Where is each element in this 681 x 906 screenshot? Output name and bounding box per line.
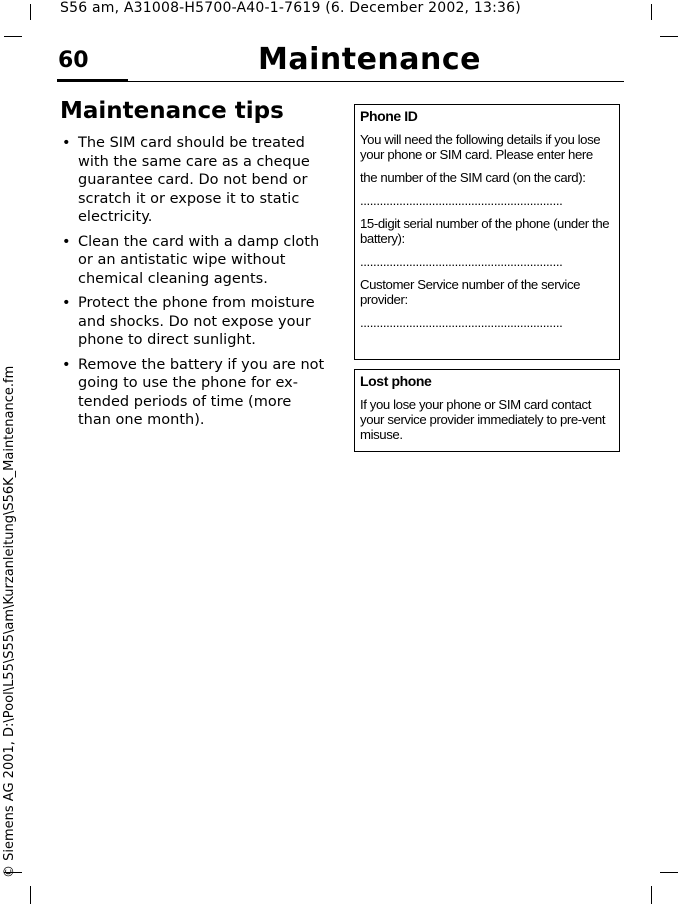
- crop-mark: [651, 886, 652, 904]
- service-number-blank: ..............................................................: [360, 315, 563, 330]
- sim-number-label: the number of the SIM card (on the card):: [360, 170, 586, 185]
- list-item: [60, 294, 328, 350]
- tip-text: The SIM card should be treated with the same care as a cheque guarantee card. Do not bend or scratch it or expose it to static electricity.: [78, 135, 310, 225]
- tip-text: Protect the phone from moisture and shocks. Do not expose your phone to direct sunlight.: [78, 295, 315, 348]
- page-number: 60: [58, 48, 89, 73]
- bullet: •: [62, 356, 71, 373]
- lost-phone-text: If you lose your phone or SIM card contact your service provider immediately to pre-vent misuse.: [360, 397, 606, 442]
- header-rule-accent: [57, 79, 128, 82]
- document-header: S56 am, A31008-H5700-A40-1-7619 (6. December 2002, 13:36): [60, 0, 521, 16]
- list-item: [60, 233, 328, 289]
- list-item: [60, 356, 328, 430]
- list-item: [60, 134, 328, 227]
- phone-id-box: [354, 104, 620, 360]
- crop-mark: [4, 36, 22, 37]
- tip-text: Clean the card with a damp cloth or an antistatic wipe without chemical cleaning agents.: [78, 233, 320, 287]
- page-title: Maintenance: [258, 42, 482, 77]
- copyright-path: © Siemens AG 2001, D:\Pool\L55\S55\am\Kurzanleitung\S56K_Maintenance.fm: [2, 365, 17, 878]
- crop-mark: [651, 4, 652, 20]
- bullet: •: [62, 295, 71, 311]
- serial-number-blank: ..............................................................: [360, 254, 563, 269]
- tip-text: Remove the battery if you are not going to use the phone for ex-tended periods of time (more than one month).: [78, 356, 325, 428]
- service-number-label: Customer Service number of the service provider:: [360, 277, 581, 307]
- sim-number-blank: ..............................................................: [360, 193, 563, 208]
- bullet: •: [62, 135, 71, 151]
- section-heading: Maintenance tips: [60, 98, 284, 124]
- crop-mark: [660, 36, 678, 37]
- crop-mark: [30, 886, 31, 904]
- tips-list: [60, 134, 328, 436]
- lost-phone-box: [354, 369, 620, 452]
- lost-phone-title: Lost phone: [360, 373, 432, 389]
- crop-mark: [660, 872, 678, 873]
- crop-mark: [30, 4, 31, 20]
- phone-id-title: Phone ID: [360, 108, 418, 124]
- serial-number-label: 15-digit serial number of the phone (under the battery):: [360, 216, 610, 246]
- phone-id-intro: You will need the following details if you lose your phone or SIM card. Please enter here: [360, 132, 601, 162]
- header-rule: [57, 81, 624, 82]
- bullet: •: [62, 233, 71, 250]
